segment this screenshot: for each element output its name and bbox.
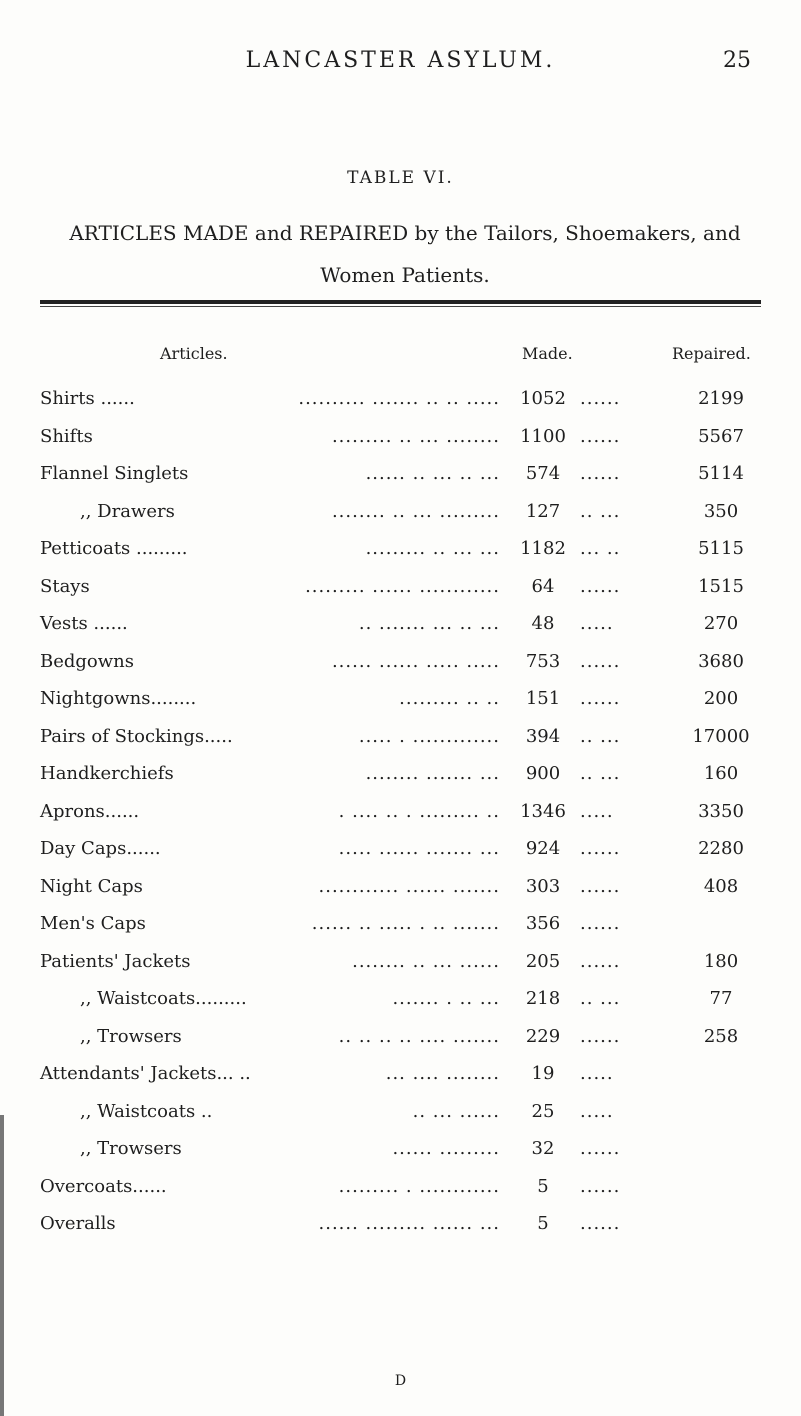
dot-leader: .. ....... ... .. ... bbox=[358, 613, 500, 634]
table-row bbox=[0, 951, 801, 989]
table-row bbox=[0, 1138, 801, 1176]
dot-leader: .. ... bbox=[580, 763, 621, 784]
article-name: Attendants' Jackets... .. bbox=[40, 1063, 251, 1084]
article-name: Pairs of Stockings..... bbox=[40, 725, 233, 747]
table-row bbox=[0, 1026, 801, 1064]
article-name: ,, Trowsers bbox=[80, 1025, 182, 1047]
binding-edge bbox=[0, 1115, 4, 1416]
article-name: Overalls bbox=[40, 1213, 116, 1234]
made-count: 1346 bbox=[520, 800, 566, 822]
table-row bbox=[0, 876, 801, 914]
article-name: Stays bbox=[40, 575, 90, 597]
made-count: 19 bbox=[531, 1063, 555, 1084]
repaired-count: 3680 bbox=[698, 650, 744, 672]
dot-leader: ......... .. .. bbox=[399, 688, 500, 709]
made-count: 5 bbox=[537, 1175, 549, 1197]
dot-leader: ..... bbox=[580, 613, 614, 634]
dot-leader: ...... bbox=[580, 688, 621, 709]
table-row bbox=[0, 538, 801, 576]
dot-leader: ..... . ............. bbox=[358, 725, 500, 747]
dot-leader: ...... bbox=[580, 1175, 621, 1197]
dot-leader: ...... bbox=[580, 1025, 621, 1047]
dot-leader: ...... bbox=[580, 875, 621, 897]
dot-leader: ...... bbox=[580, 838, 621, 859]
made-count: 303 bbox=[525, 875, 561, 897]
page-number: 25 bbox=[723, 48, 751, 73]
dot-leader: ...... bbox=[580, 388, 621, 409]
article-name: Shifts bbox=[40, 425, 93, 447]
article-name: ,, Waistcoats .. bbox=[80, 1100, 213, 1122]
table-body bbox=[0, 388, 801, 1251]
dot-leader: ...... bbox=[580, 575, 621, 597]
made-count: 48 bbox=[531, 613, 555, 634]
dot-leader: ......... .. ... ... bbox=[365, 538, 500, 559]
dot-leader: ...... .. ..... . .. ....... bbox=[311, 913, 500, 934]
repaired-count: 2199 bbox=[698, 388, 744, 409]
table-row bbox=[0, 426, 801, 464]
dot-leader: ......... . ............ bbox=[338, 1175, 500, 1197]
dot-leader: ...... bbox=[580, 950, 621, 972]
repaired-count: 1515 bbox=[698, 575, 744, 597]
dot-leader: . .... .. . ......... .. bbox=[338, 800, 500, 822]
article-name: ,, Trowsers bbox=[80, 1138, 182, 1159]
table-row bbox=[0, 1063, 801, 1101]
repaired-count: 3350 bbox=[698, 800, 744, 822]
heading-rule bbox=[40, 300, 761, 307]
dot-leader: ...... ...... ..... ..... bbox=[331, 650, 500, 672]
dot-leader: ..... ...... ....... ... bbox=[338, 838, 500, 859]
made-count: 394 bbox=[525, 725, 561, 747]
article-name: Patients' Jackets bbox=[40, 950, 191, 972]
repaired-count: 180 bbox=[703, 950, 739, 972]
dot-leader: ... .. bbox=[580, 538, 621, 559]
signature-mark: D bbox=[394, 1373, 407, 1389]
table-caption: ARTICLES MADE and REPAIRED by the Tailors, Shoemakers, and Women Patients. bbox=[69, 221, 741, 287]
made-count: 753 bbox=[525, 650, 561, 672]
table-row bbox=[0, 1213, 801, 1251]
table-row bbox=[0, 501, 801, 539]
running-title: LANCASTER ASYLUM. bbox=[245, 48, 556, 73]
repaired-count: 17000 bbox=[692, 725, 750, 747]
repaired-count: 258 bbox=[703, 1025, 739, 1047]
column-header-made: Made. bbox=[522, 344, 573, 363]
dot-leader: ........ .. ... ......... bbox=[331, 500, 500, 522]
repaired-count: 200 bbox=[703, 688, 739, 709]
made-count: 356 bbox=[525, 913, 561, 934]
repaired-count: 5114 bbox=[698, 463, 744, 484]
table-row bbox=[0, 801, 801, 839]
table-row bbox=[0, 613, 801, 651]
dot-leader: ...... bbox=[580, 425, 621, 447]
article-name: Bedgowns bbox=[40, 650, 134, 672]
repaired-count: 5115 bbox=[698, 538, 744, 559]
table-row bbox=[0, 838, 801, 876]
table-row bbox=[0, 576, 801, 614]
made-count: 32 bbox=[531, 1138, 555, 1159]
article-name: Aprons...... bbox=[40, 800, 140, 822]
repaired-count: 77 bbox=[709, 988, 733, 1009]
table-row bbox=[0, 388, 801, 426]
dot-leader: ..... bbox=[580, 1100, 614, 1122]
table-row bbox=[0, 763, 801, 801]
dot-leader: ........ ....... ... bbox=[365, 763, 500, 784]
article-name: Day Caps...... bbox=[40, 838, 161, 859]
table-row bbox=[0, 913, 801, 951]
made-count: 25 bbox=[531, 1100, 555, 1122]
article-name: Overcoats...... bbox=[40, 1175, 167, 1197]
column-header-repaired: Repaired. bbox=[672, 344, 751, 363]
made-count: 900 bbox=[525, 763, 561, 784]
table-row bbox=[0, 688, 801, 726]
dot-leader: ..... bbox=[580, 1063, 614, 1084]
repaired-count: 2280 bbox=[698, 838, 744, 859]
made-count: 205 bbox=[525, 950, 561, 972]
repaired-count: 408 bbox=[703, 875, 739, 897]
dot-leader: ...... ......... bbox=[392, 1138, 500, 1159]
table-row bbox=[0, 651, 801, 689]
dot-leader: ..... bbox=[580, 800, 614, 822]
dot-leader: ...... bbox=[580, 1213, 621, 1234]
made-count: 1100 bbox=[520, 425, 566, 447]
repaired-count: 270 bbox=[703, 613, 739, 634]
made-count: 924 bbox=[525, 838, 561, 859]
made-count: 1182 bbox=[520, 538, 566, 559]
table-row bbox=[0, 988, 801, 1026]
made-count: 127 bbox=[525, 500, 561, 522]
article-name: Night Caps bbox=[40, 875, 143, 897]
table-label: TABLE VI. bbox=[347, 168, 454, 188]
column-header-articles: Articles. bbox=[160, 344, 228, 363]
article-name: Shirts ...... bbox=[40, 388, 135, 409]
dot-leader: .. ... ...... bbox=[412, 1100, 500, 1122]
made-count: 5 bbox=[537, 1213, 549, 1234]
repaired-count: 160 bbox=[703, 763, 739, 784]
dot-leader: .. ... bbox=[580, 725, 621, 747]
made-count: 151 bbox=[525, 688, 561, 709]
table-row bbox=[0, 1101, 801, 1139]
dot-leader: ........ .. ... ...... bbox=[352, 950, 500, 972]
dot-leader: ... .... ........ bbox=[385, 1063, 500, 1084]
dot-leader: .......... ....... .. .. ..... bbox=[298, 388, 500, 409]
table-row bbox=[0, 1176, 801, 1214]
dot-leader: ......... ...... ............ bbox=[305, 575, 500, 597]
dot-leader: .. .. .. .. .... ....... bbox=[338, 1025, 500, 1047]
dot-leader: ...... bbox=[580, 463, 621, 484]
repaired-count: 350 bbox=[703, 500, 739, 522]
dot-leader: ...... bbox=[580, 1138, 621, 1159]
made-count: 1052 bbox=[520, 388, 566, 409]
made-count: 229 bbox=[525, 1025, 561, 1047]
made-count: 218 bbox=[525, 988, 561, 1009]
page-header bbox=[0, 48, 801, 88]
article-name: Flannel Singlets bbox=[40, 463, 189, 484]
dot-leader: .. ... bbox=[580, 988, 621, 1009]
dot-leader: ......... .. ... ........ bbox=[331, 425, 500, 447]
made-count: 574 bbox=[525, 463, 561, 484]
table-row bbox=[0, 463, 801, 501]
made-count: 64 bbox=[531, 575, 555, 597]
table-row bbox=[0, 726, 801, 764]
dot-leader: ...... .. ... .. ... bbox=[365, 463, 500, 484]
article-name: Nightgowns........ bbox=[40, 688, 197, 709]
article-name: ,, Drawers bbox=[80, 500, 175, 522]
article-name: Men's Caps bbox=[40, 913, 146, 934]
dot-leader: ...... ......... ...... ... bbox=[318, 1213, 500, 1234]
dot-leader: ...... bbox=[580, 650, 621, 672]
dot-leader: .. ... bbox=[580, 500, 621, 522]
dot-leader: ...... bbox=[580, 913, 621, 934]
article-name: Handkerchiefs bbox=[40, 763, 174, 784]
dot-leader: ............ ...... ....... bbox=[318, 875, 500, 897]
dot-leader: ....... . .. ... bbox=[392, 988, 500, 1009]
article-name: Petticoats ......... bbox=[40, 538, 188, 559]
repaired-count: 5567 bbox=[698, 425, 744, 447]
article-name: Vests ...... bbox=[40, 613, 128, 634]
article-name: ,, Waistcoats......... bbox=[80, 988, 247, 1009]
